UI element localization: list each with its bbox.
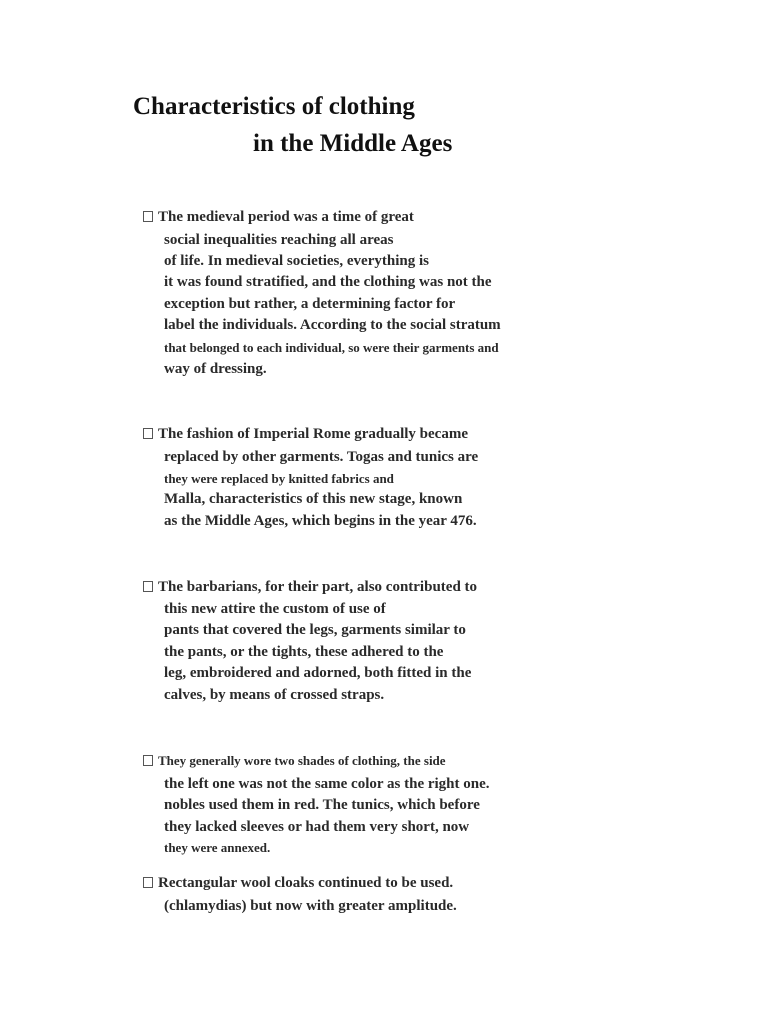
paragraph-line: that belonged to each individual, so were their garments and — [164, 340, 499, 355]
paragraph-line: it was found stratified, and the clothing was not the — [164, 274, 492, 290]
line-text: They generally wore two shades of clothing, the side — [158, 753, 446, 768]
paragraph-line — [143, 875, 453, 892]
paragraph-line: nobles used them in red. The tunics, which before — [164, 797, 480, 813]
paragraph-line: leg, embroidered and adorned, both fitted in the — [164, 665, 472, 681]
paragraph-line: they lacked sleeves or had them very short, now — [164, 819, 470, 835]
square-bullet-icon — [143, 428, 153, 439]
line-text: Rectangular wool cloaks continued to be used. — [158, 875, 454, 891]
paragraph-line: as the Middle Ages, which begins in the year 476. — [164, 513, 477, 529]
paragraph-line — [143, 753, 446, 769]
paragraph-line: Malla, characteristics of this new stage, known — [164, 491, 463, 507]
paragraph-line: this new attire the custom of use of — [164, 601, 386, 617]
paragraph-line: label the individuals. According to the social stratum — [164, 317, 501, 333]
paragraph-line: pants that covered the legs, garments similar to — [164, 622, 466, 638]
document-title-line-1: Characteristics of clothing — [133, 93, 415, 120]
document-title-line-2: in the Middle Ages — [253, 130, 453, 157]
square-bullet-icon — [143, 581, 153, 592]
paragraph-line: the left one was not the same color as the right one. — [164, 776, 490, 792]
paragraph-line: exception but rather, a determining factor for — [164, 296, 456, 312]
paragraph-line: calves, by means of crossed straps. — [164, 687, 385, 703]
square-bullet-icon — [143, 877, 153, 888]
paragraph-line: social inequalities reaching all areas — [164, 232, 394, 248]
paragraph-line: replaced by other garments. Togas and tunics are — [164, 449, 479, 465]
line-text: The medieval period was a time of great — [158, 209, 414, 225]
paragraph-line — [143, 426, 468, 443]
paragraph-line: (chlamydias) but now with greater amplitude. — [164, 898, 457, 914]
paragraph-line: they were replaced by knitted fabrics and — [164, 471, 394, 486]
line-text: The fashion of Imperial Rome gradually became — [158, 426, 468, 442]
line-text: The barbarians, for their part, also contributed to — [158, 579, 478, 595]
square-bullet-icon — [143, 211, 153, 222]
paragraph-line: of life. In medieval societies, everything is — [164, 253, 429, 269]
paragraph-line: they were annexed. — [164, 840, 271, 855]
paragraph-line: the pants, or the tights, these adhered to the — [164, 644, 444, 660]
paragraph-line — [143, 579, 477, 596]
square-bullet-icon — [143, 755, 153, 766]
paragraph-line: way of dressing. — [164, 361, 267, 377]
paragraph-line — [143, 209, 414, 226]
